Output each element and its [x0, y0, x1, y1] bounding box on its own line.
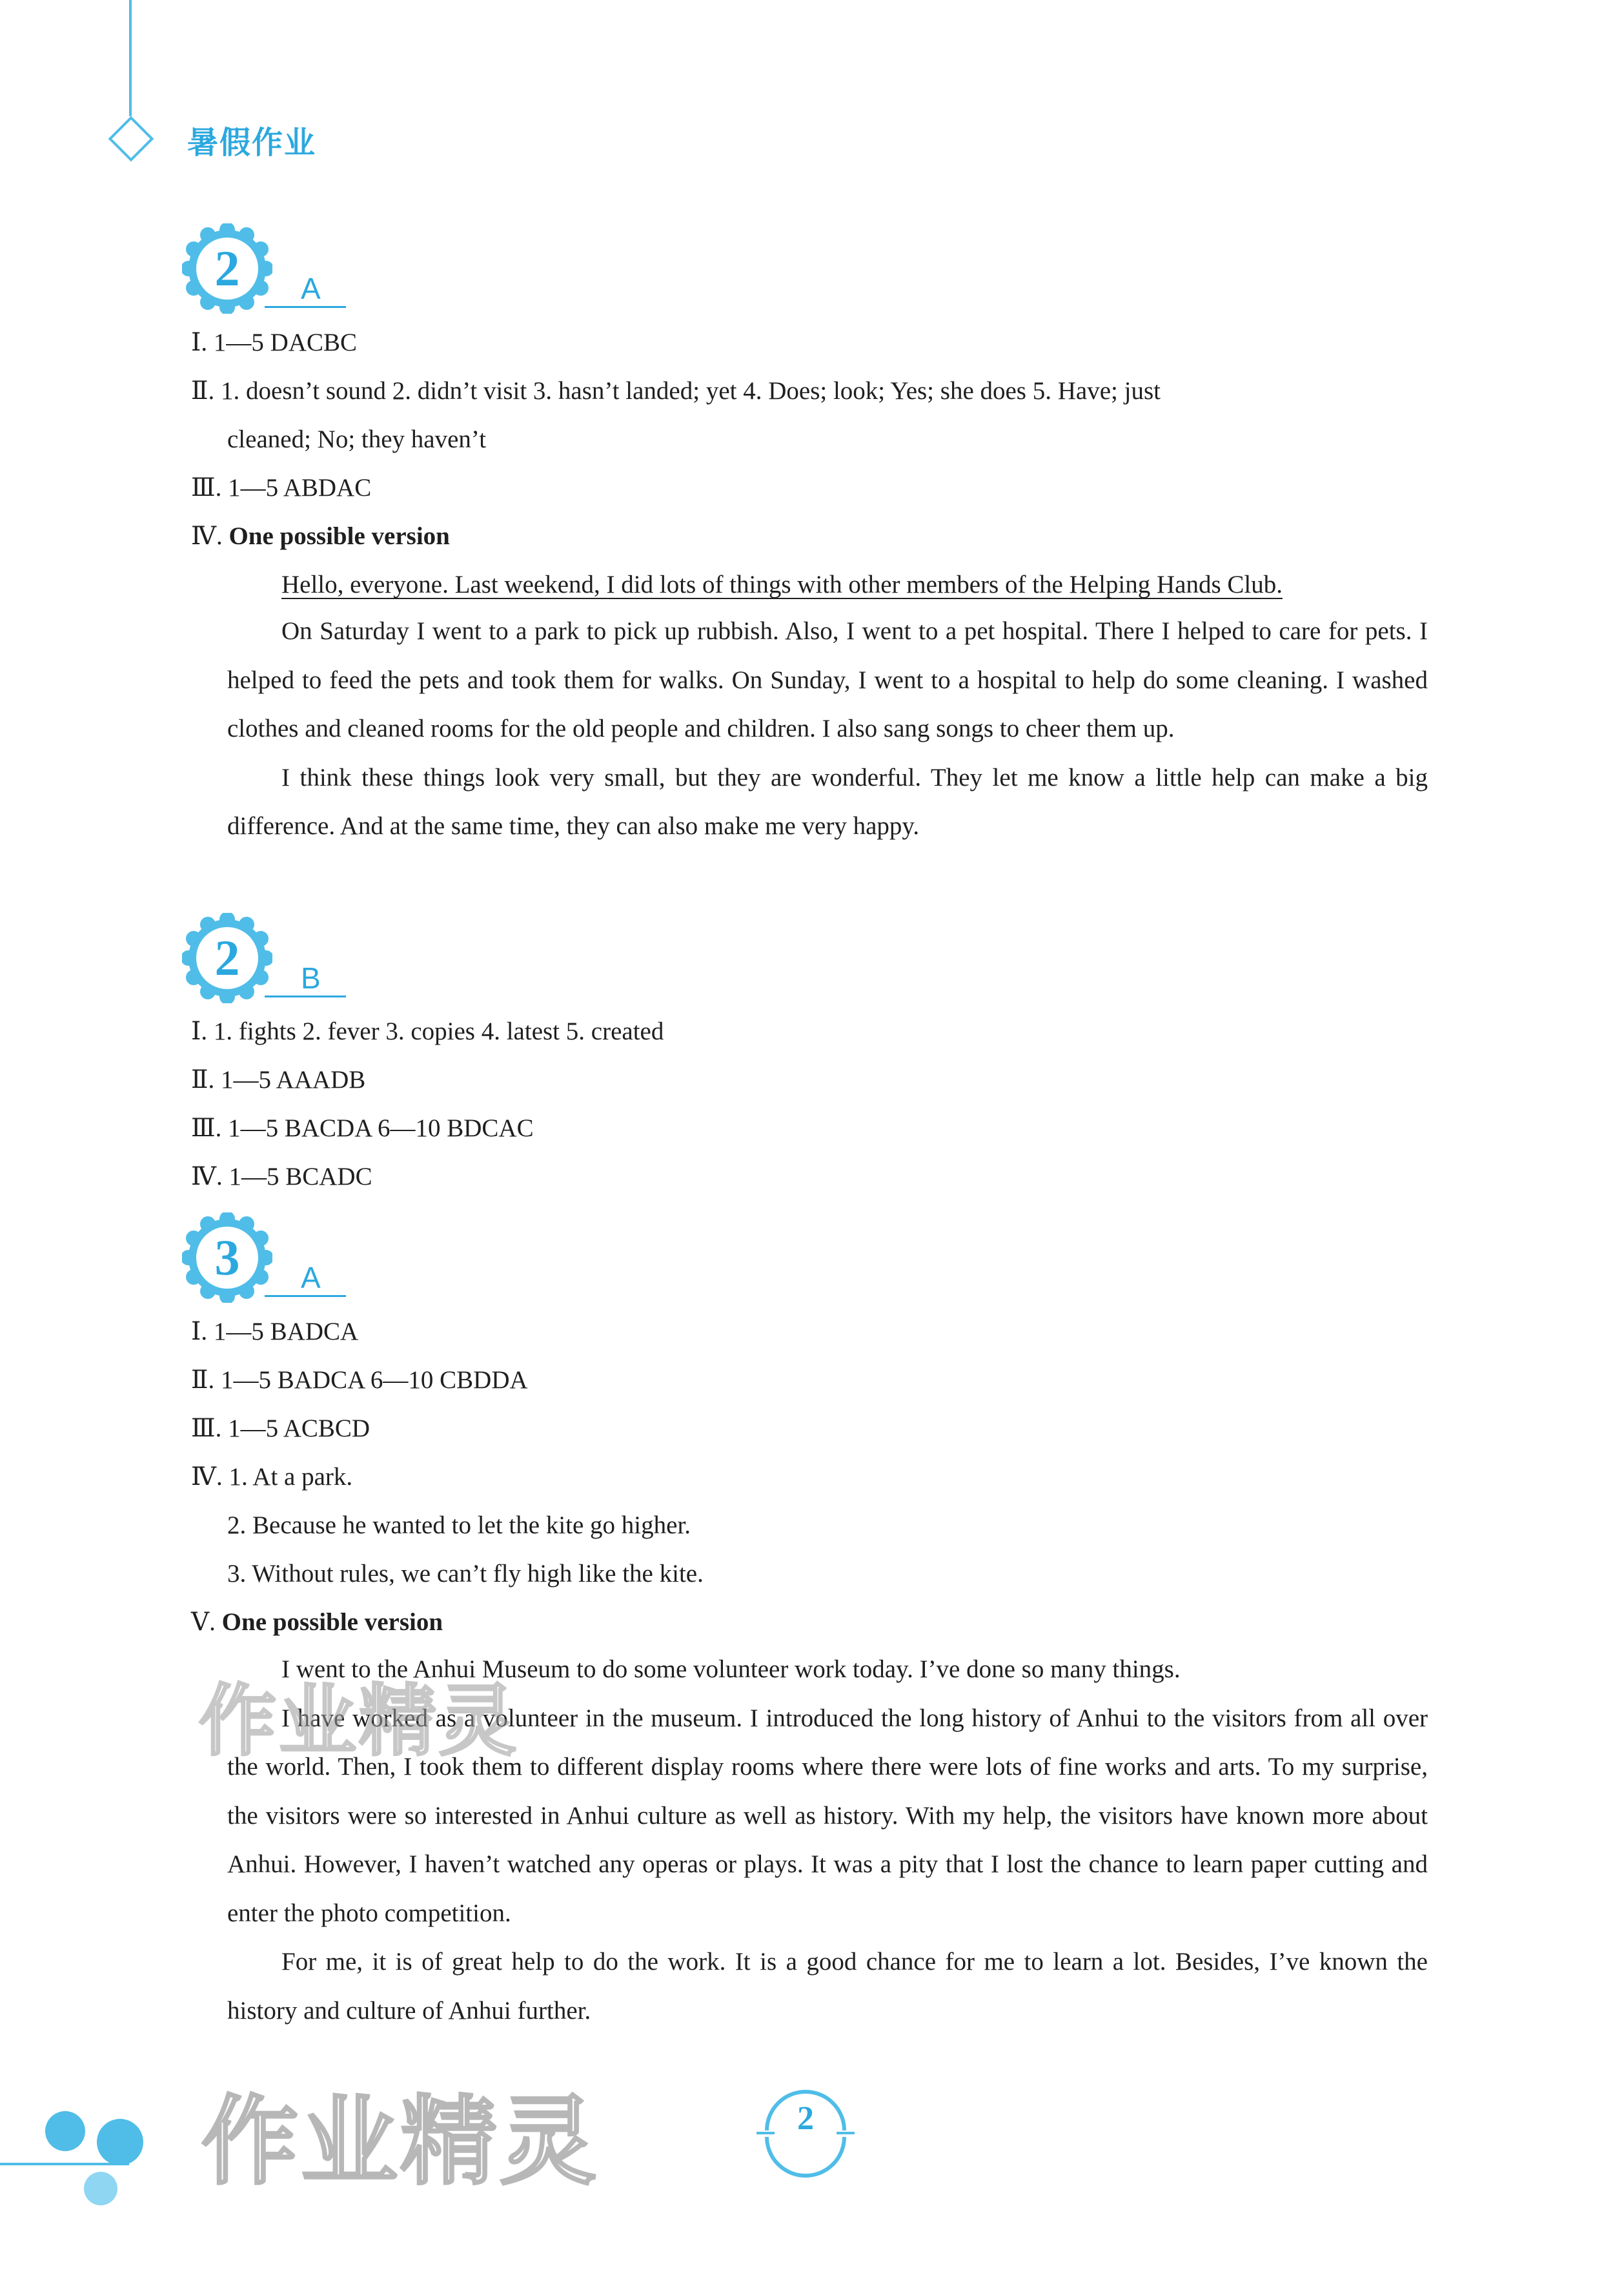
essay-paragraph: I went to the Anhui Museum to do some volunteer work today. I’ve done so many things.	[281, 1655, 1181, 1683]
roman-numeral: Ⅴ.	[191, 1608, 222, 1636]
section-badge	[182, 1212, 272, 1303]
answer-line: Ⅳ. 1. At a park.	[191, 1463, 353, 1491]
section-number: 2	[214, 930, 240, 986]
page-number: 2	[797, 2100, 814, 2137]
essay-block	[227, 607, 1428, 851]
version-label: One possible version	[228, 522, 450, 550]
answer-line: Ⅳ. 1—5 BCADC	[191, 1163, 372, 1190]
header-vertical-line	[129, 0, 132, 116]
answer-line: Ⅱ. 1—5 AAADB	[191, 1066, 366, 1094]
answer-line: cleaned; No; they haven’t	[227, 425, 487, 453]
section-badge	[182, 223, 272, 314]
version-label: One possible version	[221, 1608, 443, 1636]
essay-paragraph: On Saturday I went to a park to pick up rubbish. Also, I went to a pet hospital. There I helped to care for pets. I helped to feed the pets and took them for walks. On Sunday, I went to a hospital to help do some cleaning. I washed clothes and cleaned rooms for the old people and children. I also sang songs to cheer them up.	[227, 617, 1428, 742]
header-diamond-icon	[108, 116, 154, 162]
answer-line: Ⅱ. 1—5 BADCA 6—10 CBDDA	[191, 1366, 528, 1394]
essay-paragraph: For me, it is of great help to do the work. It is a good chance for me to learn a lot. Besides, I’ve known the history and culture of Anhui further.	[227, 1948, 1428, 2025]
answer-line: Ⅰ. 1—5 BADCA	[191, 1318, 359, 1345]
answer-line: 3. Without rules, we can’t fly high like the kite.	[227, 1560, 704, 1588]
roman-numeral: Ⅳ.	[191, 522, 229, 550]
watermark-large: 作业精灵	[201, 2086, 600, 2198]
section-number: 2	[214, 240, 240, 296]
watermark-small: 作业精灵	[199, 1677, 519, 1766]
section-letter: A	[301, 272, 321, 305]
essay-paragraph: Hello, everyone. Last weekend, I did lots of things with other members of the Helping Hands Club.	[281, 571, 1283, 598]
answer-line: Ⅰ. 1. fights 2. fever 3. copies 4. latest 5. created	[191, 1017, 664, 1045]
essay-underlined-line	[281, 570, 1283, 599]
answer-line	[191, 1608, 443, 1637]
answer-line: 2. Because he wanted to let the kite go higher.	[227, 1511, 691, 1539]
essay-paragraph: I think these things look very small, but they are wonderful. They let me know a little help can make a big difference. And at the same time, they can also make me very happy.	[227, 763, 1428, 840]
section-underline	[265, 996, 346, 997]
header-title: 暑假作业	[187, 125, 317, 161]
answer-line: Ⅲ. 1—5 BACDA 6—10 BDCAC	[191, 1114, 534, 1142]
section-number: 3	[214, 1229, 240, 1285]
answer-line	[191, 522, 450, 551]
essay-paragraph: I have worked as a volunteer in the museum. I introduced the long history of Anhui to the visitors from all over the world. Then, I took them to different display rooms where there were lots of fine works and arts. To my surprise, the visitors were so interested in Anhui culture as well as history. With my help, the visitors have known more about Anhui. However, I haven’t watched any operas or plays. It was a pity that I lost the chance to learn paper cutting and enter the photo competition.	[227, 1704, 1428, 1927]
answer-line: Ⅲ. 1—5 ACBCD	[191, 1415, 370, 1442]
section-letter: A	[301, 1261, 321, 1294]
section-badge	[182, 913, 272, 1003]
section-underline	[265, 1295, 346, 1297]
answer-line: Ⅰ. 1—5 DACBC	[191, 329, 358, 356]
section-letter: B	[301, 961, 321, 995]
answer-line: Ⅱ. 1. doesn’t sound 2. didn’t visit 3. hasn’t landed; yet 4. Does; look; Yes; she does 5. Have; just	[191, 377, 1161, 405]
answer-line: Ⅲ. 1—5 ABDAC	[191, 474, 372, 502]
section-underline	[265, 306, 346, 308]
